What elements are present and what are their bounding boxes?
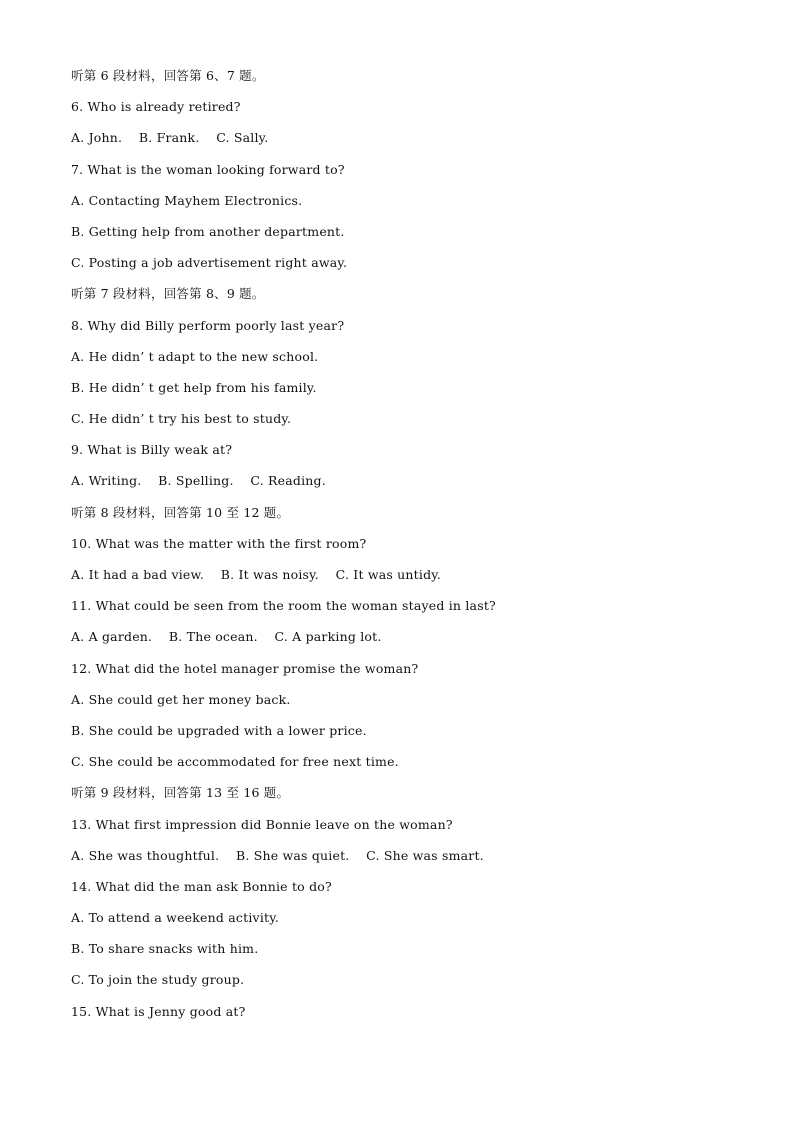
question-12-option-c: C. She could be accommodated for free next time.	[71, 754, 399, 770]
question-13: 13. What first impression did Bonnie leave on the woman?	[71, 816, 453, 832]
question-12: 12. What did the hotel manager promise the woman?	[71, 660, 419, 676]
question-14: 14. What did the man ask Bonnie to do?	[71, 878, 332, 894]
question-8: 8. Why did Billy perform poorly last year?	[71, 317, 345, 333]
question-7: 7. What is the woman looking forward to?	[71, 161, 345, 177]
question-6: 6. Who is already retired?	[71, 99, 241, 115]
question-14-option-a: A. To attend a weekend activity.	[71, 910, 280, 926]
section-heading-6: 听第 6 段材料，回答第 6、7 题。	[71, 68, 265, 83]
question-10: 10. What was the matter with the first room?	[71, 535, 367, 551]
section-heading-8: 听第 8 段材料，回答第 10 至 12 题。	[71, 504, 290, 520]
question-10-options: A. It had a bad view. B. It was noisy. C. It was untidy.	[71, 567, 442, 582]
section-heading-9: 听第 9 段材料，回答第 13 至 16 题。	[71, 785, 290, 801]
question-7-option-c: C. Posting a job advertisement right away.	[71, 255, 348, 271]
question-11: 11. What could be seen from the room the woman stayed in last?	[71, 598, 496, 614]
question-15: 15. What is Jenny good at?	[71, 1003, 246, 1019]
question-8-option-b: B. He didn’ t get help from his family.	[71, 379, 317, 395]
question-9: 9. What is Billy weak at?	[71, 442, 233, 458]
question-8-option-a: A. He didn’ t adapt to the new school.	[71, 348, 319, 364]
question-7-option-a: A. Contacting Mayhem Electronics.	[71, 192, 303, 208]
question-9-options: A. Writing. B. Spelling. C. Reading.	[71, 473, 326, 489]
question-12-option-b: B. She could be upgraded with a lower price.	[71, 722, 367, 738]
question-12-option-a: A. She could get her money back.	[71, 691, 291, 707]
question-14-option-b: B. To share snacks with him.	[71, 941, 259, 957]
question-8-option-c: C. He didn’ t try his best to study.	[71, 411, 292, 427]
question-7-option-b: B. Getting help from another department.	[71, 223, 345, 239]
question-14-option-c: C. To join the study group.	[71, 972, 245, 988]
question-13-options: A. She was thoughtful. B. She was quiet. C. She was smart.	[71, 847, 484, 863]
question-6-options: A. John. B. Frank. C. Sally.	[71, 130, 269, 146]
question-11-options: A. A garden. B. The ocean. C. A parking lot.	[71, 629, 382, 645]
section-heading-7: 听第 7 段材料，回答第 8、9 题。	[71, 286, 265, 302]
document-page	[71, 66, 771, 1033]
